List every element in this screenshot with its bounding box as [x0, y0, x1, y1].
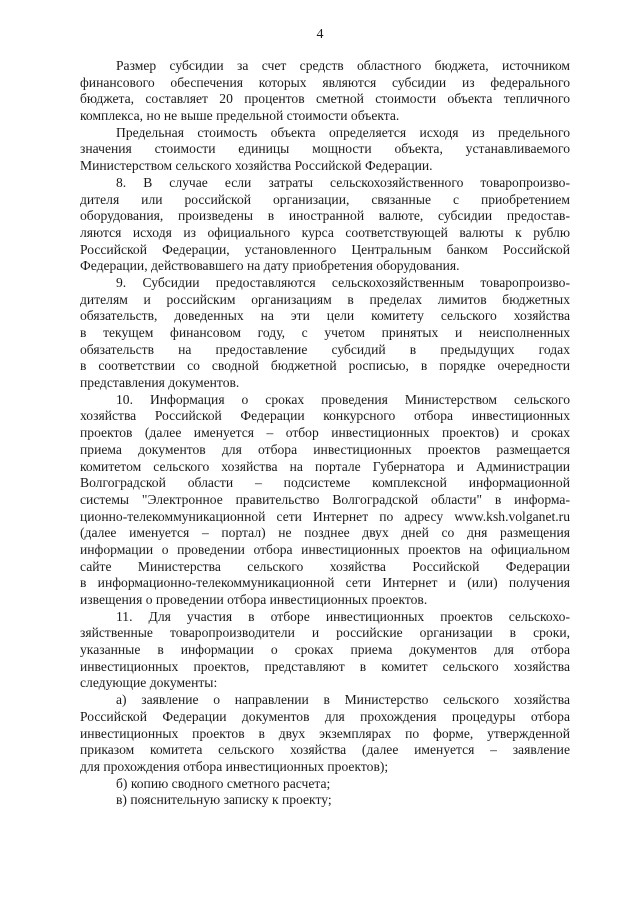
text-line: для прохождения отбора инвестиционных проектов); [80, 758, 389, 774]
paragraph-item-9 [80, 275, 570, 392]
text-line: значения стоимости единицы мощности объекта, устанавливаемого [80, 141, 570, 157]
text-line: приказом комитета сельского хозяйства (далее именуется – заявление [80, 742, 570, 758]
paragraph-item-10 [80, 392, 570, 609]
text-line: Российской Федерации, установленного Центральным банком Российской [80, 241, 570, 257]
paragraph-subitem-b [80, 776, 570, 793]
text-line: финансового обеспечения которых являются субсидии из федерального [80, 74, 570, 90]
text-line: Волгоградской области – подсистеме комплексной информационной [80, 475, 570, 491]
document-body [80, 58, 570, 809]
text-line: представления документов. [80, 375, 240, 391]
text-line: обязательств на предоставление субсидий в предыдущих годах [80, 341, 570, 357]
text-line: информации о проведении отбора инвестиционных проектов на официальном [80, 541, 570, 557]
text-line: Размер субсидии за счет средств областного бюджета, источником [116, 58, 570, 73]
text-line: оборудования, произведены в иностранной валюте, субсидии предостав- [80, 208, 570, 224]
text-line: в соответствии со сводной бюджетной росписью, в порядке очередности [80, 358, 570, 374]
page-number: 4 [316, 27, 324, 42]
text-line: извещения о проведении отбора инвестиционных проектов. [80, 592, 428, 607]
text-line: б) копию сводного сметного расчета; [116, 775, 331, 791]
text-line: в информационно-телекоммуникационной сети Интернет и (или) получения [80, 575, 570, 591]
text-line: 10. Информация о сроках проведения Министерством сельского [116, 391, 570, 407]
text-line: следующие документы: [80, 675, 218, 691]
text-line: зяйственные товаропроизводители и российские организации в сроки, [80, 625, 570, 641]
text-line: сайте Министерства сельского хозяйства Российской Федерации [80, 558, 570, 574]
paragraph-item-8 [80, 175, 570, 275]
text-line: дителям и российским организациям в пределах лимитов бюджетных [80, 291, 570, 307]
text-line: системы "Электронное правительство Волгоградской области" в информа- [80, 491, 570, 507]
text-line: в) пояснительную записку к проекту; [116, 792, 332, 808]
text-line: в текущем финансовом году, с учетом принятых и неисполненных [80, 325, 570, 340]
text-line: приема документов для отбора инвестиционных проектов размещается [80, 441, 570, 457]
text-line: инвестиционных проектов, представляют в комитет сельского хозяйства [80, 658, 570, 674]
text-line: Российской Федерации документов для прохождения процедуры отбора [80, 708, 570, 724]
text-line: (далее именуется – портал) не позднее двух дней со дня размещения [80, 525, 570, 541]
text-line: комитетом сельского хозяйства на портале Губернатора и Администрации [80, 458, 570, 474]
text-line: инвестиционных проектов в двух экземплярах по форме, утвержденной [80, 725, 570, 741]
text-line: обязательств, доведенных на эти цели комитету сельского хозяйства [80, 308, 570, 324]
text-line: хозяйства Российской Федерации конкурсного отбора инвестиционных [80, 408, 570, 424]
text-line: 8. В случае если затраты сельскохозяйственного товаропроизво- [116, 174, 570, 190]
paragraph-subitem-a [80, 692, 570, 775]
text-line: 9. Субсидии предоставляются сельскохозяйственным товаропроизво- [116, 274, 570, 290]
text-line: бюджета, составляет 20 процентов сметной стоимости объекта тепличного [80, 91, 570, 107]
text-line: Предельная стоимость объекта определяется исходя из предельного [116, 124, 570, 140]
paragraph-item-11 [80, 609, 570, 692]
text-line: проектов (далее именуется – отбор инвестиционных проектов) и сроках [80, 425, 570, 441]
paragraph-subitem-v [80, 792, 570, 809]
text-line: Министерством сельского хозяйства Российской Федерации. [80, 158, 433, 174]
text-line: а) заявление о направлении в Министерство сельского хозяйства [116, 692, 570, 708]
text-line: комплекса, но не выше предельной стоимости объекта. [80, 108, 400, 124]
paragraph-max-cost [80, 125, 570, 175]
text-line: Федерации, действовавшего на дату приобретения оборудования. [80, 258, 460, 274]
paragraph-subsidy-size [80, 58, 570, 125]
text-line: указанные в информации о сроках приема документов для отбора [80, 642, 570, 658]
text-line: ляются исходя из официального курса соответствующей валюты к рублю [80, 224, 570, 240]
text-line: ционно-телекоммуникационной сети Интернет по адресу www.ksh.volganet.ru [80, 508, 570, 524]
text-line: дителя или российской организации, связанные с приобретением [80, 191, 570, 207]
text-line: 11. Для участия в отборе инвестиционных проектов сельскохо- [116, 608, 570, 624]
